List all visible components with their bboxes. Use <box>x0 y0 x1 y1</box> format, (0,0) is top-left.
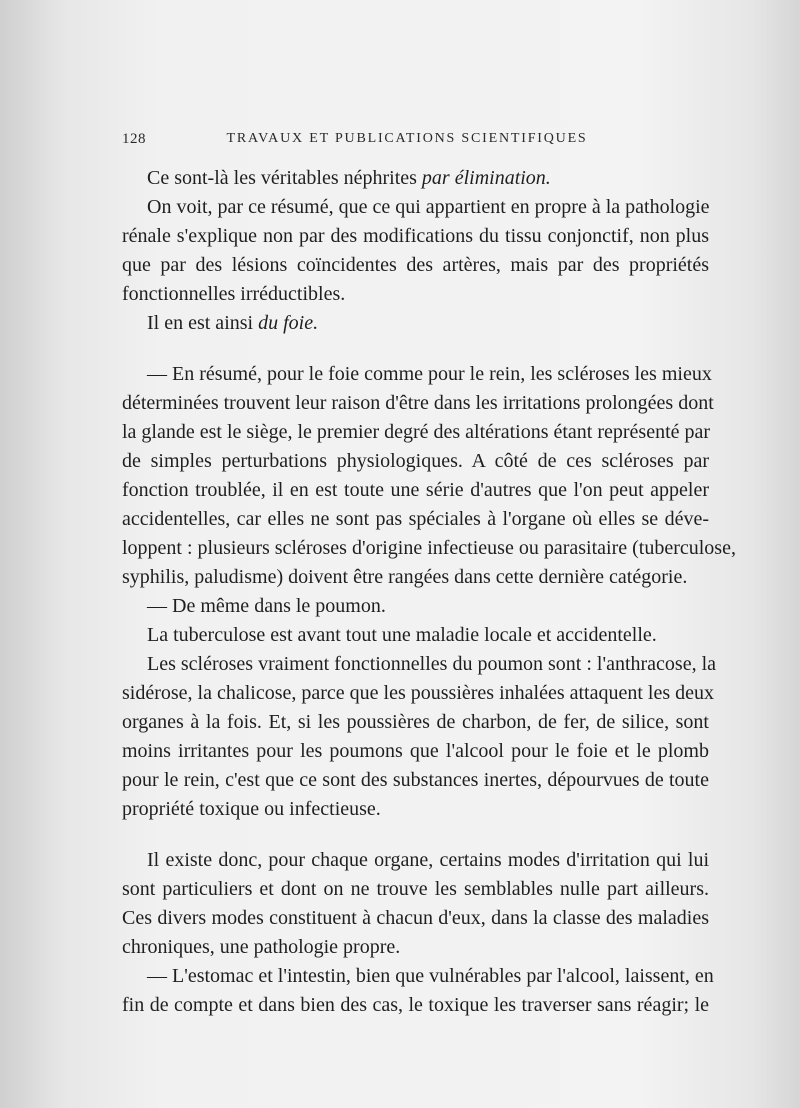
body-text <box>122 164 736 1020</box>
text-line: déterminées trouvent leur raison d'être dans les irritations prolongées dont <box>122 392 714 414</box>
text-line: fonctionnelles irréductibles. <box>122 283 346 305</box>
text-line: — En résumé, pour le foie comme pour le rein, les scléroses les mieux <box>147 363 712 385</box>
text-line: moins irritantes pour les poumons que l'alcool pour le foie et le plomb <box>122 740 709 762</box>
text-line: loppent : plusieurs scléroses d'origine infectieuse ou parasitaire (tuberculose, <box>122 537 736 559</box>
page-number: 128 <box>122 131 146 147</box>
text-line: fin de compte et dans bien des cas, le toxique les traverser sans réagir; le <box>122 994 709 1016</box>
text-line: que par des lésions coïncidentes des artères, mais par des propriétés <box>122 254 709 276</box>
text-line: Les scléroses vraiment fonctionnelles du poumon sont : l'anthracose, la <box>147 653 717 675</box>
italic-fragment: par élimination. <box>421 167 551 189</box>
page-header <box>122 131 692 153</box>
running-head: TRAVAUX ET PUBLICATIONS SCIENTIFIQUES <box>226 131 588 146</box>
text-line: On voit, par ce résumé, que ce qui appartient en propre à la pathologie <box>147 196 710 218</box>
paragraph-gap <box>122 824 709 846</box>
text-line: accidentelles, car elles ne sont pas spéciales à l'organe où elles se déve- <box>122 508 709 530</box>
text-line: organes à la fois. Et, si les poussières de charbon, de fer, de silice, sont <box>122 711 709 733</box>
text-line: chroniques, une pathologie propre. <box>122 936 401 958</box>
text-line: propriété toxique ou infectieuse. <box>122 798 381 820</box>
text-line: sidérose, la chalicose, parce que les poussières inhalées attaquent les deux <box>122 682 715 704</box>
paragraph-gap <box>122 338 709 360</box>
text-fragment: Il en est ainsi <box>147 312 259 334</box>
text-line: rénale s'explique non par des modifications du tissu conjonctif, non plus <box>122 225 709 247</box>
text-line: fonction troublée, il en est toute une série d'autres que l'on peut appeler <box>122 479 709 501</box>
text-line: la glande est le siège, le premier degré des altérations étant représenté par <box>122 421 711 443</box>
text-line: — De même dans le poumon. <box>147 595 386 617</box>
text-line: — L'estomac et l'intestin, bien que vulnérables par l'alcool, laissent, en <box>147 965 714 987</box>
text-line <box>122 309 709 338</box>
text-line: Il existe donc, pour chaque organe, certains modes d'irritation qui lui <box>147 849 709 871</box>
text-line: de simples perturbations physiologiques. A côté de ces scléroses par <box>122 450 709 472</box>
italic-fragment: du foie. <box>258 312 319 334</box>
text-line: syphilis, paludisme) doivent être rangées dans cette dernière catégorie. <box>122 566 688 588</box>
text-fragment: Ce sont-là les véritables néphrites <box>147 167 422 189</box>
text-line: pour le rein, c'est que ce sont des substances inertes, dépourvues de toute <box>122 769 709 791</box>
text-line: La tuberculose est avant tout une maladie locale et accidentelle. <box>147 624 657 646</box>
text-line <box>122 164 709 193</box>
text-line: Ces divers modes constituent à chacun d'eux, dans la classe des maladies <box>122 907 709 929</box>
text-line: sont particuliers et dont on ne trouve les semblables nulle part ailleurs. <box>122 878 709 900</box>
